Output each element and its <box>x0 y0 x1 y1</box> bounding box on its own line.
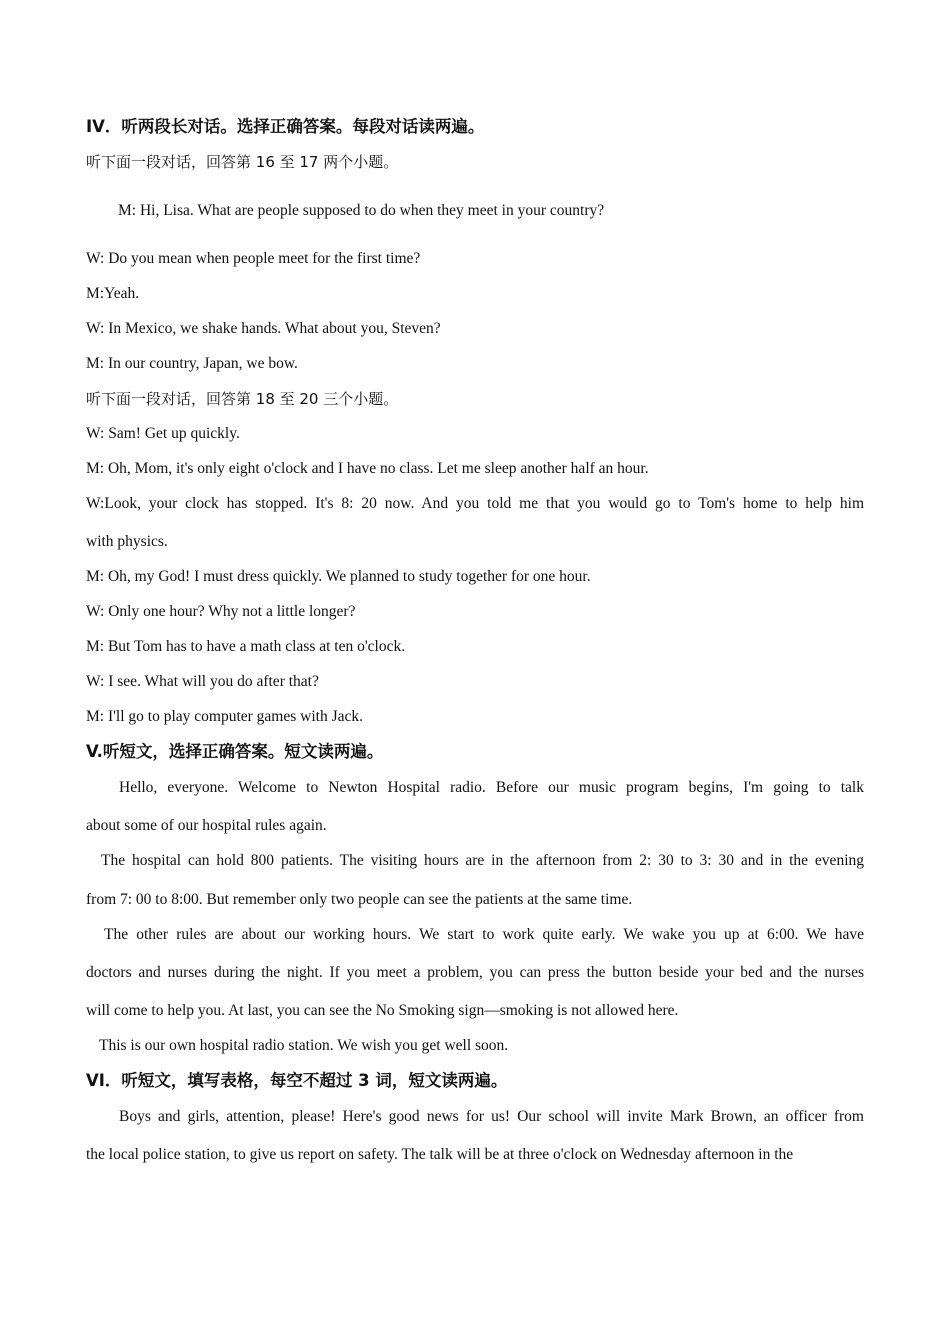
dialog-2-line-6: W: Only one hour? Why not a little longer? <box>86 603 356 620</box>
passage-5-line-2: about some of our hospital rules again. <box>86 817 327 834</box>
passage-5-line-3: The hospital can hold 800 patients. The visiting hours are in the afternoon from 2: 30 to 3: 30 and in the evening <box>101 852 864 869</box>
passage-5-line-7: will come to help you. At last, you can see the No Smoking sign—smoking is not allowed here. <box>86 1002 679 1019</box>
dialog-2-instruction: 听下面一段对话，回答第 18 至 20 三个小题。 <box>86 390 399 408</box>
dialog-1-line-3: M:Yeah. <box>86 285 140 302</box>
dialog-2-line-2: M: Oh, Mom, it's only eight o'clock and I have no class. Let me sleep another half an hour. <box>86 460 649 477</box>
section-4-heading: IV．听两段长对话。选择正确答案。每段对话读两遍。 <box>86 117 485 136</box>
dialog-1-line-1: M: Hi, Lisa. What are people supposed to do when they meet in your country? <box>118 202 605 219</box>
passage-6-line-1: Boys and girls, attention, please! Here's good news for us! Our school will invite Mark Brown, an officer from <box>119 1108 864 1125</box>
dialog-1-line-2: W: Do you mean when people meet for the first time? <box>86 250 421 267</box>
dialog-2-line-9: M: I'll go to play computer games with Jack. <box>86 708 364 725</box>
passage-5-line-4: from 7: 00 to 8:00. But remember only two people can see the patients at the same time. <box>86 891 633 908</box>
dialog-2-line-7: M: But Tom has to have a math class at ten o'clock. <box>86 638 406 655</box>
passage-6-line-2: the local police station, to give us report on safety. The talk will be at three o'clock on Wednesday afternoon in the <box>86 1146 794 1163</box>
dialog-1-line-5: M: In our country, Japan, we bow. <box>86 355 298 372</box>
section-5-heading: V.听短文，选择正确答案。短文读两遍。 <box>86 742 384 761</box>
passage-5-line-6: doctors and nurses during the night. If you meet a problem, you can press the button beside your bed and the nurses <box>86 964 864 981</box>
passage-5-line-5: The other rules are about our working hours. We start to work quite early. We wake you up at 6:00. We have <box>104 926 864 943</box>
dialog-2-line-8: W: I see. What will you do after that? <box>86 673 319 690</box>
dialog-2-line-5: M: Oh, my God! I must dress quickly. We planned to study together for one hour. <box>86 568 591 585</box>
dialog-2-line-4: with physics. <box>86 533 168 550</box>
dialog-2-line-1: W: Sam! Get up quickly. <box>86 425 240 442</box>
passage-5-line-8: This is our own hospital radio station. We wish you get well soon. <box>99 1037 509 1054</box>
dialog-2-line-3: W:Look, your clock has stopped. It's 8: 20 now. And you told me that you would go to Tom's home to help him <box>86 495 864 512</box>
dialog-1-line-4: W: In Mexico, we shake hands. What about you, Steven? <box>86 320 441 337</box>
dialog-1-instruction: 听下面一段对话，回答第 16 至 17 两个小题。 <box>86 153 399 171</box>
passage-5-line-1: Hello, everyone. Welcome to Newton Hospital radio. Before our music program begins, I'm going to talk <box>119 779 864 796</box>
section-6-heading: VI．听短文，填写表格，每空不超过 3 词，短文读两遍。 <box>86 1071 508 1090</box>
